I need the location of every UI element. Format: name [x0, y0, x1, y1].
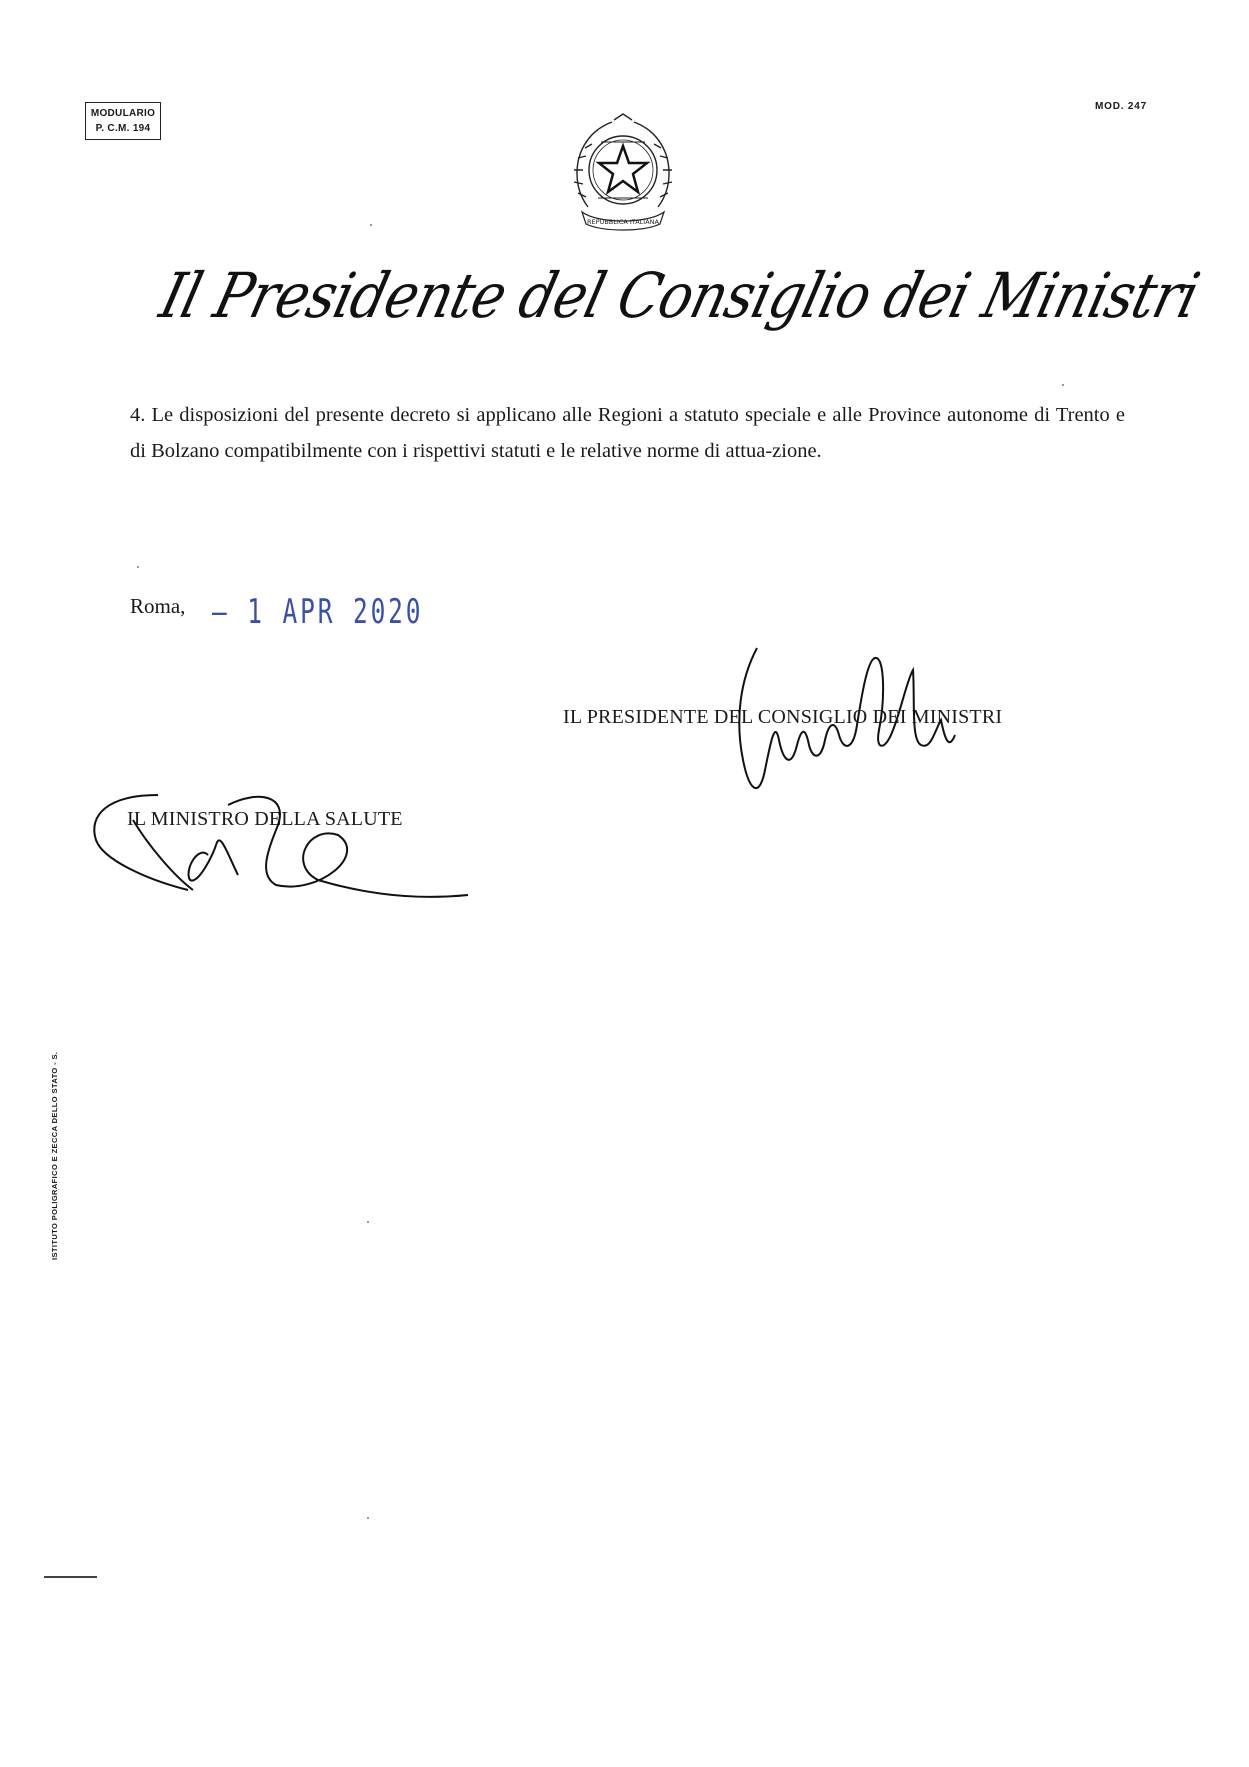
- printer-credit: ISTITUTO POLIGRAFICO E ZECCA DELLO STATO - S.: [50, 1051, 59, 1260]
- minister-title: IL MINISTRO DELLA SALUTE: [127, 808, 403, 830]
- date-stamp: – 1 APR 2020: [212, 592, 424, 632]
- minister-signature-icon: [88, 785, 488, 915]
- decree-paragraph: 4. Le disposizioni del presente decreto si applicano alle Regioni a statuto speciale e alle Province autonome di Trento e di Bolzano compatibilmente con i rispettivi statuti e le relative norme di attua-zione.: [130, 404, 1125, 462]
- form-code: MOD. 247: [1095, 101, 1147, 112]
- date-place: Roma,: [130, 594, 186, 618]
- footer-divider: [44, 1576, 97, 1578]
- president-title: IL PRESIDENTE DEL CONSIGLIO DEI MINISTRI: [563, 706, 1003, 728]
- emblem-ribbon-text: REPUBBLICA ITALIANA: [587, 218, 659, 226]
- scan-speck: [370, 224, 372, 226]
- form-box-line2: P. C.M. 194: [95, 123, 151, 134]
- president-signature-icon: [735, 640, 1015, 820]
- letterhead-title: Il Presidente del Consiglio dei Ministri: [153, 259, 1206, 332]
- repubblica-italiana-emblem-icon: [568, 112, 678, 234]
- form-number-box: [85, 102, 161, 140]
- scan-speck: [137, 566, 139, 568]
- scan-speck: [367, 1221, 369, 1223]
- form-box-line1: MODULARIO: [90, 108, 156, 119]
- scan-speck: [1062, 384, 1064, 386]
- scan-speck: [367, 1517, 369, 1519]
